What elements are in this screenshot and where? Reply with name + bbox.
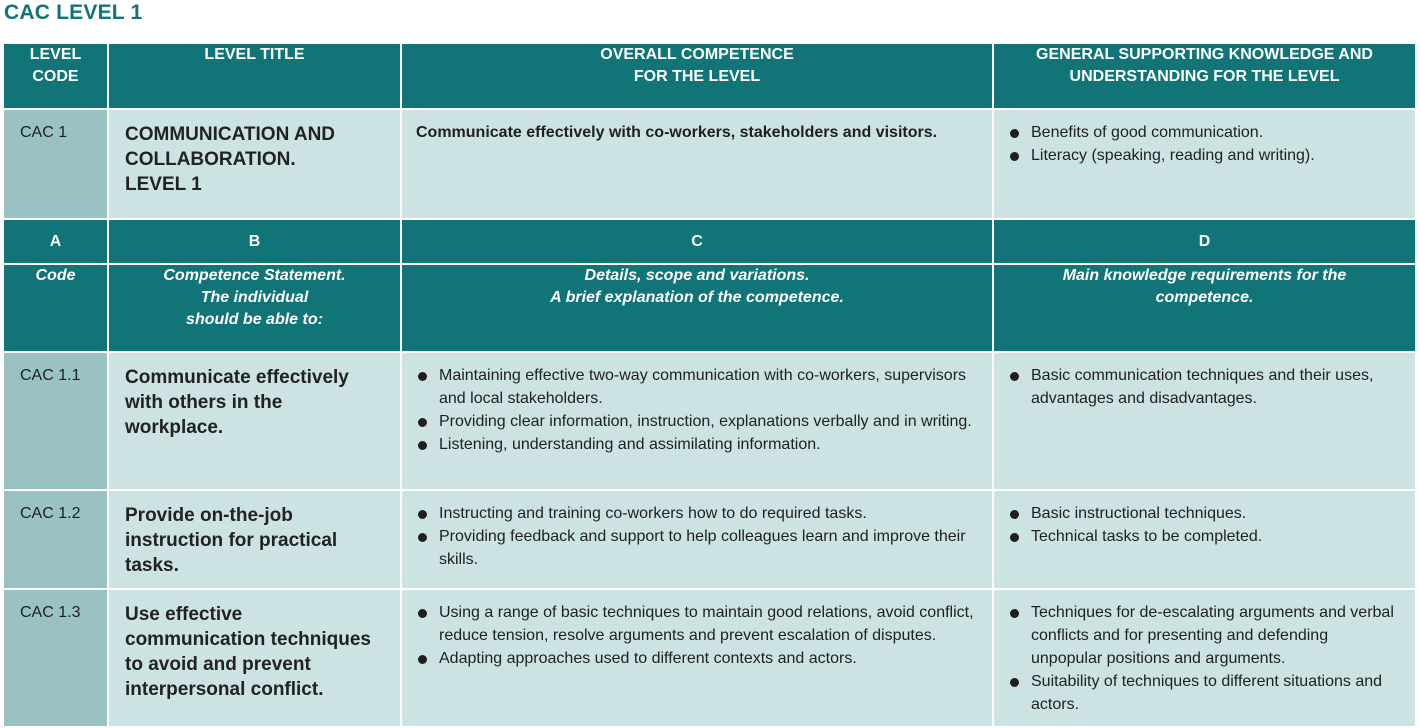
bullet-list: [416, 601, 980, 670]
list-item: Suitability of techniques to different situations and actors.: [1008, 670, 1403, 716]
bullet-icon: [418, 655, 427, 664]
column-letter: D: [993, 219, 1416, 264]
level-code-cell: CAC 1: [3, 109, 108, 219]
row-code: CAC 1.2: [3, 490, 108, 589]
bullet-icon: [1010, 678, 1019, 687]
column-letter-row: [3, 219, 1416, 264]
table-row: [3, 352, 1416, 490]
row-details: [401, 490, 993, 589]
header-level-title: LEVEL TITLE: [108, 43, 401, 109]
bullet-icon: [1010, 372, 1019, 381]
page-title: CAC LEVEL 1: [4, 1, 143, 24]
row-knowledge: [993, 490, 1416, 589]
table-header-row: [3, 43, 1416, 109]
list-item: Basic instructional techniques.: [1008, 502, 1403, 525]
header-level-code: LEVEL CODE: [3, 43, 108, 109]
table-row: [3, 589, 1416, 727]
subheader-details: Details, scope and variations. A brief explanation of the competence.: [401, 264, 993, 352]
bullet-list: [1008, 364, 1403, 410]
bullet-icon: [418, 510, 427, 519]
row-code: CAC 1.1: [3, 352, 108, 490]
level-competence-cell: Communicate effectively with co-workers, stakeholders and visitors.: [401, 109, 993, 219]
header-overall-competence: OVERALL COMPETENCE FOR THE LEVEL: [401, 43, 993, 109]
list-item: Providing clear information, instruction, explanations verbally and in writing.: [416, 410, 980, 433]
row-code: CAC 1.3: [3, 589, 108, 727]
column-letter: B: [108, 219, 401, 264]
bullet-icon: [418, 372, 427, 381]
level-knowledge-cell: [993, 109, 1416, 219]
column-letter: C: [401, 219, 993, 264]
list-item: Technical tasks to be completed.: [1008, 525, 1403, 548]
bullet-list: [416, 364, 980, 456]
level-title-cell: COMMUNICATION AND COLLABORATION. LEVEL 1: [108, 109, 401, 219]
bullet-icon: [418, 609, 427, 618]
list-item: Basic communication techniques and their uses, advantages and disadvantages.: [1008, 364, 1403, 410]
bullet-list: [1008, 601, 1403, 716]
list-item: Maintaining effective two-way communication with co-workers, supervisors and local stakeholders.: [416, 364, 980, 410]
list-item: Listening, understanding and assimilating information.: [416, 433, 980, 456]
bullet-icon: [1010, 129, 1019, 138]
row-details: [401, 352, 993, 490]
bullet-list: [1008, 121, 1403, 167]
list-item: Adapting approaches used to different contexts and actors.: [416, 647, 980, 670]
bullet-icon: [418, 418, 427, 427]
header-supporting-knowledge: GENERAL SUPPORTING KNOWLEDGE AND UNDERSTANDING FOR THE LEVEL: [993, 43, 1416, 109]
list-item: Techniques for de-escalating arguments and verbal conflicts and for presenting and defending unpopular positions and arguments.: [1008, 601, 1403, 670]
bullet-icon: [1010, 510, 1019, 519]
column-letter: A: [3, 219, 108, 264]
bullet-list: [416, 502, 980, 571]
list-item: Instructing and training co-workers how to do required tasks.: [416, 502, 980, 525]
bullet-icon: [1010, 533, 1019, 542]
competence-table: [2, 42, 1417, 728]
row-details: [401, 589, 993, 727]
level-row: [3, 109, 1416, 219]
bullet-icon: [1010, 152, 1019, 161]
list-item: Benefits of good communication.: [1008, 121, 1403, 144]
sub-header-row: [3, 264, 1416, 352]
row-competence-statement: Use effective communication techniques to avoid and prevent interpersonal conflict.: [108, 589, 401, 727]
row-knowledge: [993, 589, 1416, 727]
row-competence-statement: Communicate effectively with others in the workplace.: [108, 352, 401, 490]
bullet-icon: [418, 533, 427, 542]
bullet-icon: [1010, 609, 1019, 618]
subheader-competence-statement: Competence Statement. The individual should be able to:: [108, 264, 401, 352]
subheader-knowledge: Main knowledge requirements for the competence.: [993, 264, 1416, 352]
list-item: Providing feedback and support to help colleagues learn and improve their skills.: [416, 525, 980, 571]
subheader-code: Code: [3, 264, 108, 352]
list-item: Using a range of basic techniques to maintain good relations, avoid conflict, reduce tension, resolve arguments and prevent escalation of disputes.: [416, 601, 980, 647]
row-competence-statement: Provide on-the-job instruction for practical tasks.: [108, 490, 401, 589]
bullet-icon: [418, 441, 427, 450]
row-knowledge: [993, 352, 1416, 490]
bullet-list: [1008, 502, 1403, 548]
list-item: Literacy (speaking, reading and writing).: [1008, 144, 1403, 167]
table-row: [3, 490, 1416, 589]
